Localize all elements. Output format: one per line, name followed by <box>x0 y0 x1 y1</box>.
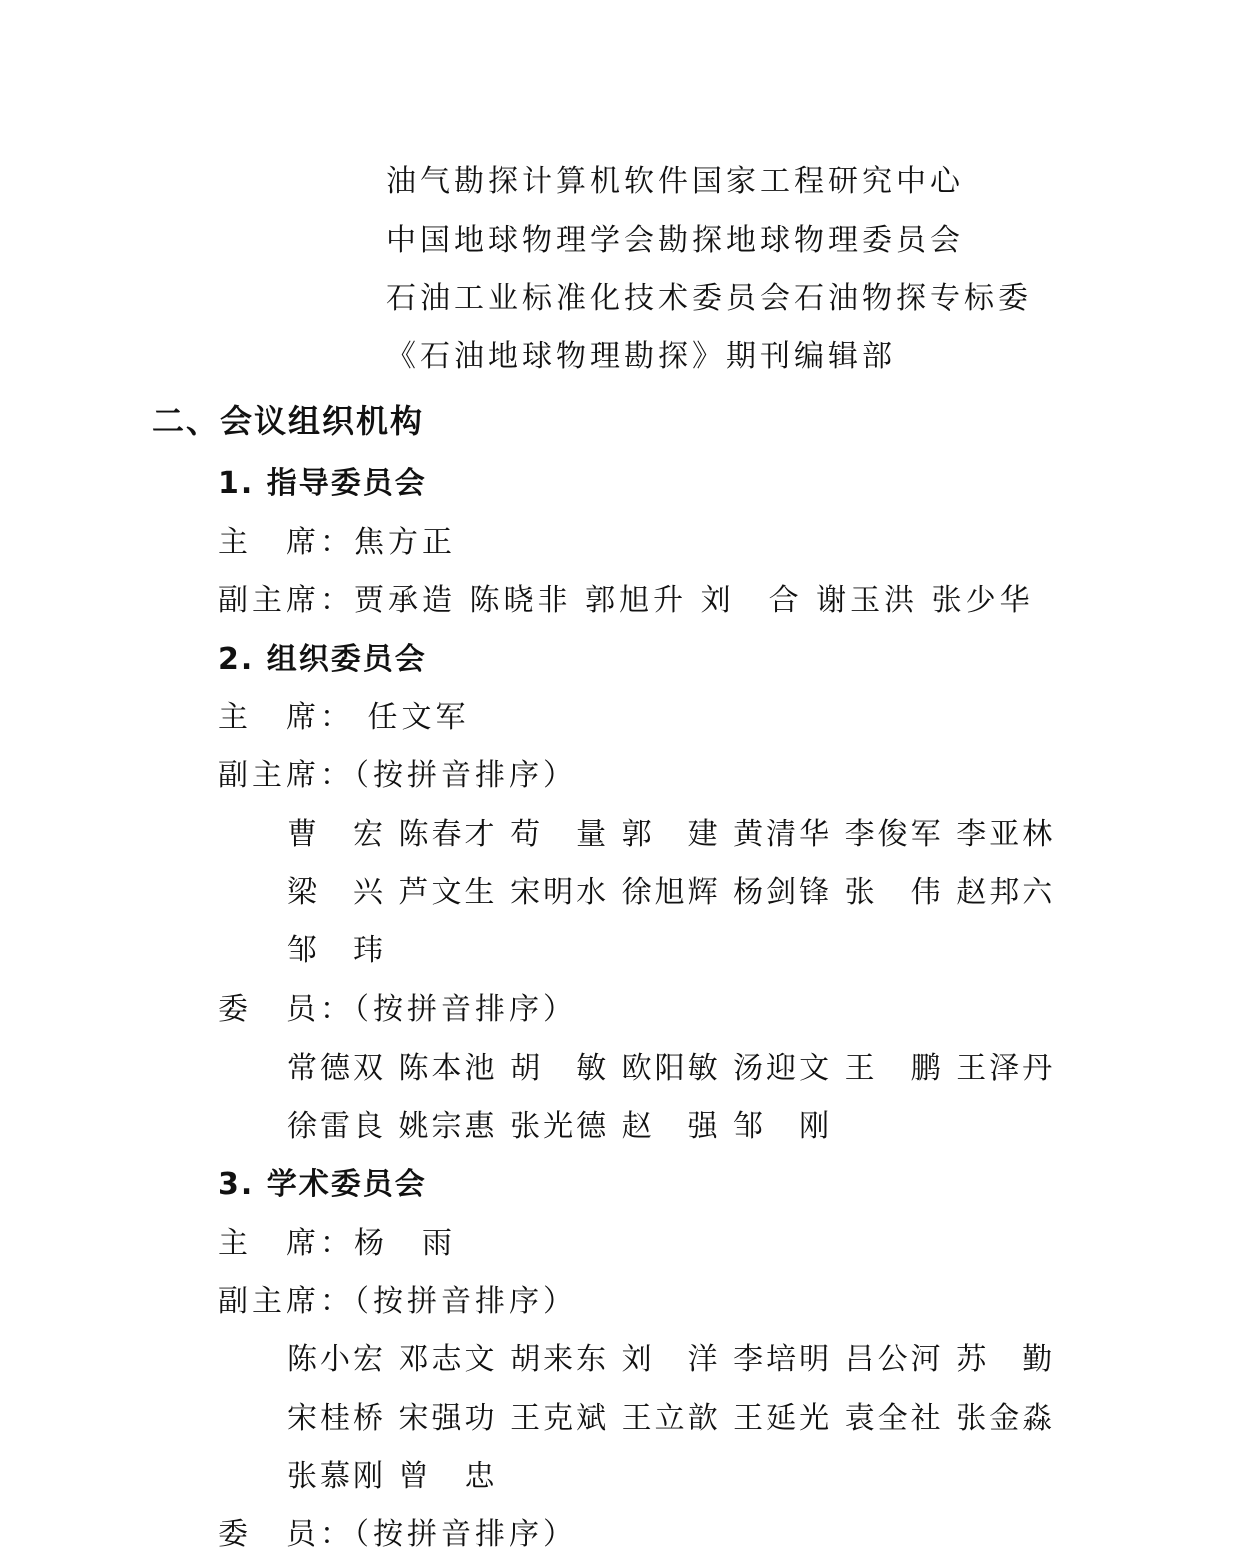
organizer-line: 石油工业标准化技术委员会石油物探专标委 <box>386 281 1032 316</box>
name-list-line: 常德双 陈本池 胡 敏 欧阳敏 汤迎文 王 鹏 王泽丹 <box>287 1051 1056 1086</box>
name-list-line: 宋桂桥 宋强功 王克斌 王立歆 王延光 袁全社 张金淼 <box>287 1401 1056 1436</box>
name-list-line: 陈小宏 邓志文 胡来东 刘 洋 李培明 吕公河 苏 勤 <box>287 1342 1056 1377</box>
name-list-line: 徐雷良 姚宗惠 张光德 赵 强 邹 刚 <box>287 1109 833 1144</box>
subsection-heading: 3. 学术委员会 <box>218 1167 427 1202</box>
vice-chair-label: 副主席：（按拼音排序） <box>218 1284 577 1319</box>
organizer-line: 中国地球物理学会勘探地球物理委员会 <box>386 223 964 258</box>
chair-line: 主 席： 任文军 <box>218 700 470 735</box>
vice-chair-line: 副主席：贾承造 陈晓非 郭旭升 刘 合 谢玉洪 张少华 <box>218 583 1034 618</box>
section-heading: 二、会议组织机构 <box>152 402 425 440</box>
name-list-line: 曹 宏 陈春才 苟 量 郭 建 黄清华 李俊军 李亚林 <box>287 817 1056 852</box>
members-label: 委 员：（按拼音排序） <box>218 992 577 1027</box>
chair-line: 主 席：焦方正 <box>218 525 456 560</box>
organizer-line: 油气勘探计算机软件国家工程研究中心 <box>386 164 964 199</box>
name-list-line: 张慕刚 曾 忠 <box>287 1459 498 1494</box>
chair-line: 主 席：杨 雨 <box>218 1226 456 1261</box>
organizer-line: 《石油地球物理勘探》期刊编辑部 <box>386 339 896 374</box>
name-list-line: 邹 玮 <box>287 933 386 968</box>
name-list-line: 梁 兴 芦文生 宋明水 徐旭辉 杨剑锋 张 伟 赵邦六 <box>287 875 1056 910</box>
subsection-heading: 2. 组织委员会 <box>218 642 427 677</box>
subsection-heading: 1. 指导委员会 <box>218 466 427 501</box>
members-label: 委 员：（按拼音排序） <box>218 1517 577 1552</box>
vice-chair-label: 副主席：（按拼音排序） <box>218 758 577 793</box>
